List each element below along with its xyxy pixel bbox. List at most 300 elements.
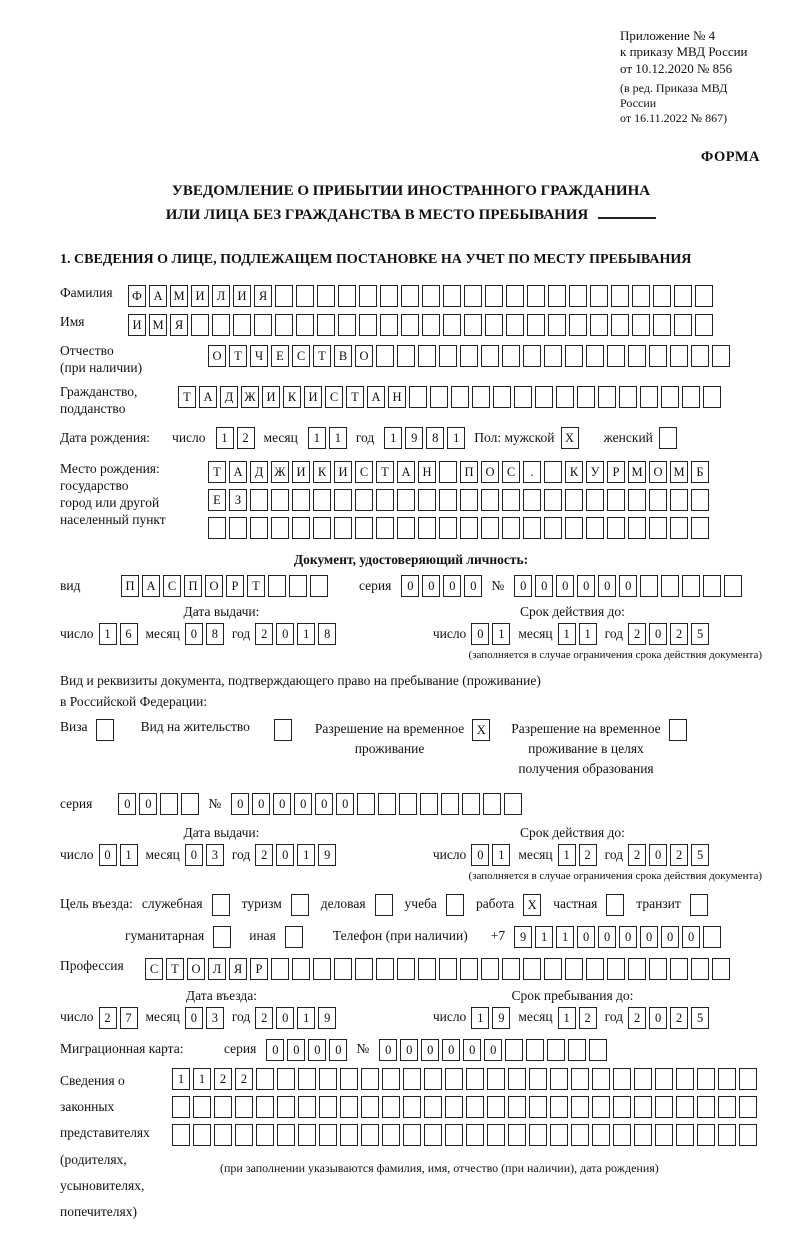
checkbox-cell[interactable]	[291, 894, 309, 916]
char-cell[interactable]	[514, 386, 532, 408]
char-cell[interactable]: 2	[628, 844, 646, 866]
char-cell[interactable]	[418, 517, 436, 539]
char-cell[interactable]: Н	[388, 386, 406, 408]
checkbox-cell[interactable]	[375, 894, 393, 916]
char-cell[interactable]	[460, 517, 478, 539]
char-cell[interactable]: О	[649, 461, 667, 483]
char-cell[interactable]: А	[367, 386, 385, 408]
char-cell[interactable]	[592, 1096, 610, 1118]
char-cell[interactable]: 0	[315, 793, 333, 815]
res-number-field[interactable]	[231, 793, 525, 815]
char-cell[interactable]: 3	[206, 844, 224, 866]
char-cell[interactable]: 0	[185, 844, 203, 866]
char-cell[interactable]	[649, 489, 667, 511]
char-cell[interactable]	[676, 1124, 694, 1146]
char-cell[interactable]	[271, 489, 289, 511]
char-cell[interactable]	[254, 314, 272, 336]
checkbox-cell[interactable]	[274, 719, 292, 741]
char-cell[interactable]: О	[355, 345, 373, 367]
char-cell[interactable]	[611, 314, 629, 336]
char-cell[interactable]: 1	[558, 1007, 576, 1029]
char-cell[interactable]	[359, 314, 377, 336]
id-series-field[interactable]	[401, 575, 485, 597]
char-cell[interactable]	[445, 1096, 463, 1118]
char-cell[interactable]	[628, 958, 646, 980]
char-cell[interactable]	[275, 314, 293, 336]
char-cell[interactable]	[334, 958, 352, 980]
char-cell[interactable]	[544, 461, 562, 483]
char-cell[interactable]	[676, 1096, 694, 1118]
char-cell[interactable]	[523, 517, 541, 539]
char-cell[interactable]	[487, 1068, 505, 1090]
char-cell[interactable]	[592, 1124, 610, 1146]
char-cell[interactable]: 2	[255, 844, 273, 866]
char-cell[interactable]	[598, 386, 616, 408]
char-cell[interactable]: А	[229, 461, 247, 483]
char-cell[interactable]: 0	[329, 1039, 347, 1061]
purpose-private-checkbox[interactable]	[606, 894, 627, 916]
char-cell[interactable]: 1	[308, 427, 326, 449]
char-cell[interactable]	[487, 1096, 505, 1118]
char-cell[interactable]	[703, 926, 721, 948]
char-cell[interactable]: П	[460, 461, 478, 483]
char-cell[interactable]	[739, 1124, 757, 1146]
char-cell[interactable]	[527, 314, 545, 336]
char-cell[interactable]: 9	[492, 1007, 510, 1029]
char-cell[interactable]: 0	[422, 575, 440, 597]
char-cell[interactable]: 2	[214, 1068, 232, 1090]
representatives-field-line3[interactable]	[172, 1124, 760, 1146]
char-cell[interactable]	[430, 386, 448, 408]
char-cell[interactable]	[502, 958, 520, 980]
char-cell[interactable]	[208, 517, 226, 539]
char-cell[interactable]: 0	[276, 844, 294, 866]
char-cell[interactable]	[676, 1068, 694, 1090]
char-cell[interactable]	[607, 489, 625, 511]
char-cell[interactable]	[233, 314, 251, 336]
char-cell[interactable]	[464, 314, 482, 336]
checkbox-cell[interactable]	[96, 719, 114, 741]
char-cell[interactable]: 1	[447, 427, 465, 449]
char-cell[interactable]: 0	[464, 575, 482, 597]
char-cell[interactable]	[703, 386, 721, 408]
char-cell[interactable]: 1	[297, 623, 315, 645]
char-cell[interactable]	[628, 345, 646, 367]
char-cell[interactable]	[607, 345, 625, 367]
char-cell[interactable]	[313, 958, 331, 980]
char-cell[interactable]	[298, 1068, 316, 1090]
char-cell[interactable]: 0	[294, 793, 312, 815]
char-cell[interactable]	[712, 958, 730, 980]
char-cell[interactable]	[548, 314, 566, 336]
checkbox-cell[interactable]: X	[523, 894, 541, 916]
phone-field[interactable]	[514, 926, 724, 948]
char-cell[interactable]: 0	[577, 926, 595, 948]
char-cell[interactable]	[718, 1124, 736, 1146]
char-cell[interactable]: Д	[220, 386, 238, 408]
char-cell[interactable]	[443, 314, 461, 336]
char-cell[interactable]	[682, 575, 700, 597]
char-cell[interactable]: 0	[442, 1039, 460, 1061]
char-cell[interactable]	[361, 1096, 379, 1118]
char-cell[interactable]	[670, 958, 688, 980]
char-cell[interactable]	[296, 285, 314, 307]
char-cell[interactable]: У	[586, 461, 604, 483]
char-cell[interactable]	[319, 1068, 337, 1090]
char-cell[interactable]: Ж	[271, 461, 289, 483]
char-cell[interactable]	[378, 793, 396, 815]
char-cell[interactable]: 0	[619, 575, 637, 597]
char-cell[interactable]	[399, 793, 417, 815]
char-cell[interactable]: .	[523, 461, 541, 483]
char-cell[interactable]	[529, 1124, 547, 1146]
char-cell[interactable]	[649, 517, 667, 539]
char-cell[interactable]	[445, 1124, 463, 1146]
char-cell[interactable]: 0	[401, 575, 419, 597]
char-cell[interactable]: М	[149, 314, 167, 336]
char-cell[interactable]	[250, 489, 268, 511]
char-cell[interactable]	[191, 314, 209, 336]
char-cell[interactable]	[481, 517, 499, 539]
purpose-humanitarian-checkbox[interactable]	[213, 926, 234, 948]
char-cell[interactable]	[357, 793, 375, 815]
purpose-business-checkbox[interactable]	[375, 894, 396, 916]
char-cell[interactable]	[586, 489, 604, 511]
char-cell[interactable]	[277, 1068, 295, 1090]
char-cell[interactable]	[376, 958, 394, 980]
char-cell[interactable]	[508, 1068, 526, 1090]
char-cell[interactable]: 2	[579, 844, 597, 866]
char-cell[interactable]	[424, 1068, 442, 1090]
char-cell[interactable]	[535, 386, 553, 408]
char-cell[interactable]	[527, 285, 545, 307]
char-cell[interactable]	[487, 1124, 505, 1146]
char-cell[interactable]: Т	[208, 461, 226, 483]
char-cell[interactable]	[691, 345, 709, 367]
char-cell[interactable]: 0	[649, 1007, 667, 1029]
char-cell[interactable]: И	[262, 386, 280, 408]
char-cell[interactable]: 2	[255, 1007, 273, 1029]
char-cell[interactable]: 9	[405, 427, 423, 449]
char-cell[interactable]	[451, 386, 469, 408]
char-cell[interactable]: 1	[558, 623, 576, 645]
char-cell[interactable]: И	[233, 285, 251, 307]
char-cell[interactable]: 1	[556, 926, 574, 948]
res-series-field[interactable]	[118, 793, 202, 815]
char-cell[interactable]	[397, 345, 415, 367]
char-cell[interactable]	[592, 1068, 610, 1090]
char-cell[interactable]	[565, 489, 583, 511]
char-cell[interactable]	[256, 1096, 274, 1118]
char-cell[interactable]	[340, 1096, 358, 1118]
char-cell[interactable]: 2	[628, 1007, 646, 1029]
char-cell[interactable]	[661, 575, 679, 597]
char-cell[interactable]	[586, 517, 604, 539]
char-cell[interactable]	[397, 958, 415, 980]
char-cell[interactable]: 0	[535, 575, 553, 597]
char-cell[interactable]	[376, 489, 394, 511]
representatives-field-line1[interactable]	[172, 1068, 760, 1090]
char-cell[interactable]	[703, 575, 721, 597]
char-cell[interactable]	[674, 285, 692, 307]
char-cell[interactable]: Б	[691, 461, 709, 483]
char-cell[interactable]	[571, 1096, 589, 1118]
char-cell[interactable]	[655, 1124, 673, 1146]
char-cell[interactable]: 2	[237, 427, 255, 449]
char-cell[interactable]	[445, 1068, 463, 1090]
id-issue-year-field[interactable]	[255, 623, 339, 645]
char-cell[interactable]	[481, 958, 499, 980]
char-cell[interactable]	[691, 958, 709, 980]
char-cell[interactable]: 0	[598, 926, 616, 948]
char-cell[interactable]	[466, 1096, 484, 1118]
char-cell[interactable]	[649, 345, 667, 367]
char-cell[interactable]: 1	[535, 926, 553, 948]
char-cell[interactable]	[466, 1068, 484, 1090]
profession-field[interactable]	[145, 958, 733, 980]
char-cell[interactable]	[380, 314, 398, 336]
purpose-work-checkbox[interactable]	[523, 894, 544, 916]
char-cell[interactable]	[289, 575, 307, 597]
char-cell[interactable]: 2	[579, 1007, 597, 1029]
char-cell[interactable]: 0	[185, 1007, 203, 1029]
char-cell[interactable]	[613, 1096, 631, 1118]
char-cell[interactable]	[569, 285, 587, 307]
char-cell[interactable]	[250, 517, 268, 539]
char-cell[interactable]	[466, 1124, 484, 1146]
char-cell[interactable]	[628, 489, 646, 511]
char-cell[interactable]: В	[334, 345, 352, 367]
char-cell[interactable]: М	[170, 285, 188, 307]
char-cell[interactable]	[409, 386, 427, 408]
char-cell[interactable]	[653, 314, 671, 336]
char-cell[interactable]: 0	[443, 575, 461, 597]
char-cell[interactable]: 0	[308, 1039, 326, 1061]
char-cell[interactable]	[577, 386, 595, 408]
char-cell[interactable]	[271, 958, 289, 980]
char-cell[interactable]	[508, 1096, 526, 1118]
char-cell[interactable]: 1	[193, 1068, 211, 1090]
char-cell[interactable]	[256, 1068, 274, 1090]
char-cell[interactable]: 5	[691, 1007, 709, 1029]
purpose-study-checkbox[interactable]	[446, 894, 467, 916]
char-cell[interactable]	[313, 517, 331, 539]
char-cell[interactable]	[313, 489, 331, 511]
char-cell[interactable]	[268, 575, 286, 597]
patronymic-field[interactable]	[208, 345, 733, 367]
char-cell[interactable]	[334, 489, 352, 511]
purpose-other-checkbox[interactable]	[285, 926, 306, 948]
char-cell[interactable]	[317, 314, 335, 336]
char-cell[interactable]	[632, 285, 650, 307]
char-cell[interactable]: 0	[276, 623, 294, 645]
char-cell[interactable]	[502, 517, 520, 539]
char-cell[interactable]: 0	[619, 926, 637, 948]
char-cell[interactable]	[418, 958, 436, 980]
char-cell[interactable]	[695, 314, 713, 336]
id-number-field[interactable]	[514, 575, 745, 597]
char-cell[interactable]	[296, 314, 314, 336]
char-cell[interactable]	[655, 1096, 673, 1118]
char-cell[interactable]	[418, 489, 436, 511]
id-issue-day-field[interactable]	[99, 623, 141, 645]
char-cell[interactable]	[403, 1124, 421, 1146]
char-cell[interactable]: 0	[471, 844, 489, 866]
char-cell[interactable]: Р	[250, 958, 268, 980]
char-cell[interactable]	[550, 1096, 568, 1118]
char-cell[interactable]	[508, 1124, 526, 1146]
char-cell[interactable]: И	[304, 386, 322, 408]
char-cell[interactable]	[653, 285, 671, 307]
char-cell[interactable]	[586, 345, 604, 367]
char-cell[interactable]	[340, 1068, 358, 1090]
purpose-transit-checkbox[interactable]	[690, 894, 711, 916]
char-cell[interactable]	[550, 1068, 568, 1090]
checkbox-cell[interactable]	[690, 894, 708, 916]
char-cell[interactable]	[359, 285, 377, 307]
char-cell[interactable]: 0	[273, 793, 291, 815]
char-cell[interactable]: 0	[231, 793, 249, 815]
char-cell[interactable]	[464, 285, 482, 307]
purpose-official-checkbox[interactable]	[212, 894, 233, 916]
char-cell[interactable]	[355, 958, 373, 980]
char-cell[interactable]: 9	[514, 926, 532, 948]
char-cell[interactable]: 2	[670, 1007, 688, 1029]
char-cell[interactable]	[340, 1124, 358, 1146]
char-cell[interactable]: 2	[235, 1068, 253, 1090]
res-issue-month-field[interactable]	[185, 844, 227, 866]
char-cell[interactable]: И	[292, 461, 310, 483]
stay-month-field[interactable]	[558, 1007, 600, 1029]
char-cell[interactable]: 0	[400, 1039, 418, 1061]
checkbox-cell[interactable]: X	[561, 427, 579, 449]
char-cell[interactable]: 1	[120, 844, 138, 866]
checkbox-cell[interactable]	[213, 926, 231, 948]
char-cell[interactable]: М	[670, 461, 688, 483]
char-cell[interactable]: Р	[226, 575, 244, 597]
char-cell[interactable]: 0	[514, 575, 532, 597]
char-cell[interactable]: 1	[216, 427, 234, 449]
char-cell[interactable]	[355, 517, 373, 539]
char-cell[interactable]: Т	[247, 575, 265, 597]
char-cell[interactable]	[565, 517, 583, 539]
char-cell[interactable]: 8	[206, 623, 224, 645]
char-cell[interactable]	[523, 958, 541, 980]
char-cell[interactable]	[502, 345, 520, 367]
char-cell[interactable]	[292, 958, 310, 980]
char-cell[interactable]: 0	[185, 623, 203, 645]
char-cell[interactable]: Т	[166, 958, 184, 980]
char-cell[interactable]	[548, 285, 566, 307]
entry-month-field[interactable]	[185, 1007, 227, 1029]
char-cell[interactable]	[256, 1124, 274, 1146]
res-issue-day-field[interactable]	[99, 844, 141, 866]
char-cell[interactable]	[569, 314, 587, 336]
char-cell[interactable]: 2	[255, 623, 273, 645]
char-cell[interactable]: И	[128, 314, 146, 336]
char-cell[interactable]	[565, 345, 583, 367]
char-cell[interactable]: 0	[471, 623, 489, 645]
char-cell[interactable]	[634, 1096, 652, 1118]
char-cell[interactable]: 2	[670, 844, 688, 866]
char-cell[interactable]	[422, 314, 440, 336]
char-cell[interactable]: С	[502, 461, 520, 483]
char-cell[interactable]	[338, 285, 356, 307]
char-cell[interactable]	[682, 386, 700, 408]
male-checkbox[interactable]	[561, 427, 582, 449]
char-cell[interactable]: 5	[691, 844, 709, 866]
migration-number-field[interactable]	[379, 1039, 610, 1061]
char-cell[interactable]: Ч	[250, 345, 268, 367]
char-cell[interactable]	[382, 1096, 400, 1118]
char-cell[interactable]	[589, 1039, 607, 1061]
char-cell[interactable]	[607, 517, 625, 539]
char-cell[interactable]	[718, 1068, 736, 1090]
char-cell[interactable]: П	[184, 575, 202, 597]
visa-checkbox[interactable]	[96, 719, 117, 741]
char-cell[interactable]: Т	[178, 386, 196, 408]
char-cell[interactable]: 0	[99, 844, 117, 866]
char-cell[interactable]	[298, 1096, 316, 1118]
char-cell[interactable]	[544, 517, 562, 539]
temp-residence-edu-checkbox[interactable]	[669, 719, 690, 741]
char-cell[interactable]	[380, 285, 398, 307]
char-cell[interactable]	[523, 345, 541, 367]
representatives-field-line2[interactable]	[172, 1096, 760, 1118]
char-cell[interactable]	[544, 958, 562, 980]
id-issue-month-field[interactable]	[185, 623, 227, 645]
temp-residence-checkbox[interactable]	[472, 719, 493, 741]
char-cell[interactable]: И	[334, 461, 352, 483]
char-cell[interactable]: 0	[649, 844, 667, 866]
stay-year-field[interactable]	[628, 1007, 712, 1029]
char-cell[interactable]: 0	[649, 623, 667, 645]
doc-type-field[interactable]	[121, 575, 331, 597]
char-cell[interactable]	[361, 1068, 379, 1090]
char-cell[interactable]	[568, 1039, 586, 1061]
char-cell[interactable]	[506, 314, 524, 336]
char-cell[interactable]	[460, 958, 478, 980]
char-cell[interactable]	[506, 285, 524, 307]
char-cell[interactable]: 1	[492, 844, 510, 866]
char-cell[interactable]	[634, 1068, 652, 1090]
id-valid-month-field[interactable]	[558, 623, 600, 645]
char-cell[interactable]	[361, 1124, 379, 1146]
birth-place-field-line2[interactable]	[208, 489, 712, 511]
birth-place-field-line3[interactable]	[208, 517, 712, 539]
char-cell[interactable]	[504, 793, 522, 815]
char-cell[interactable]: 3	[206, 1007, 224, 1029]
char-cell[interactable]	[502, 489, 520, 511]
char-cell[interactable]	[556, 386, 574, 408]
char-cell[interactable]: 1	[297, 844, 315, 866]
char-cell[interactable]	[319, 1096, 337, 1118]
char-cell[interactable]	[586, 958, 604, 980]
char-cell[interactable]	[523, 489, 541, 511]
char-cell[interactable]	[310, 575, 328, 597]
char-cell[interactable]: 5	[691, 623, 709, 645]
char-cell[interactable]	[634, 1124, 652, 1146]
stay-day-field[interactable]	[471, 1007, 513, 1029]
birth-month-field[interactable]	[308, 427, 350, 449]
purpose-tourism-checkbox[interactable]	[291, 894, 312, 916]
char-cell[interactable]: 0	[266, 1039, 284, 1061]
char-cell[interactable]: 0	[577, 575, 595, 597]
char-cell[interactable]	[317, 285, 335, 307]
birth-day-field[interactable]	[216, 427, 258, 449]
char-cell[interactable]	[292, 517, 310, 539]
checkbox-cell[interactable]	[212, 894, 230, 916]
